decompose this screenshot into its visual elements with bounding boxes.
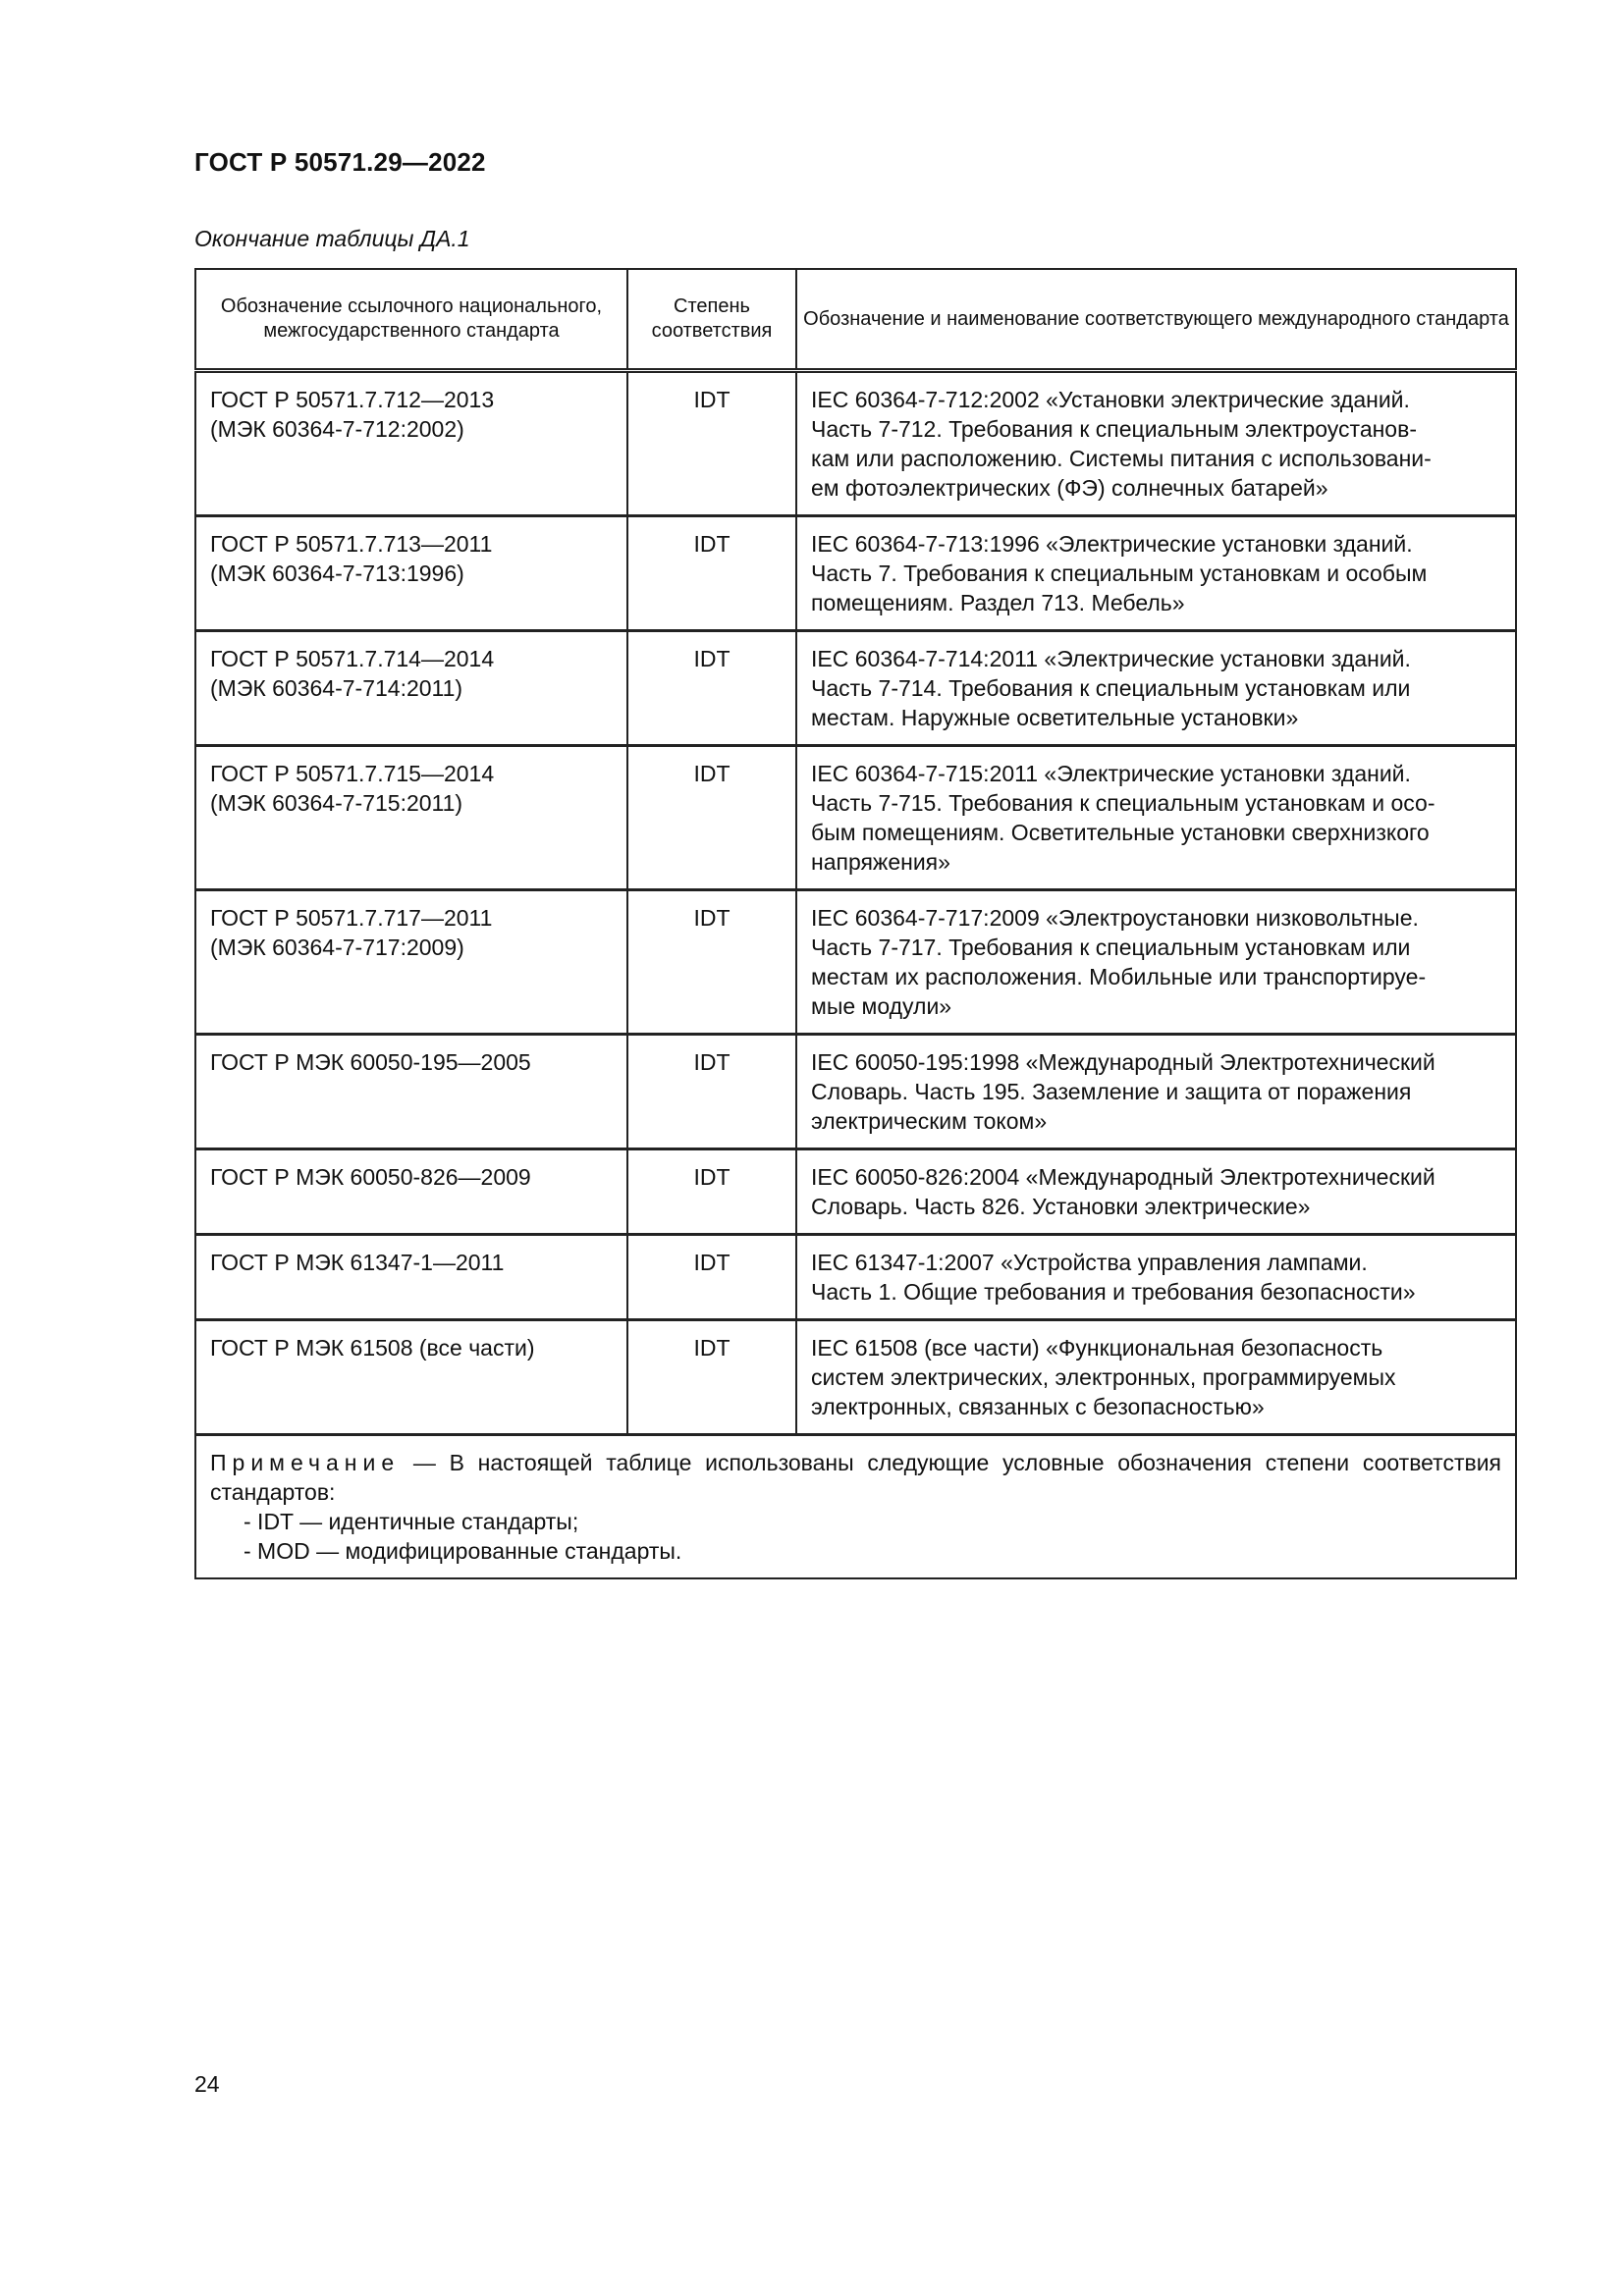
reference-table — [194, 268, 1517, 1579]
table-row — [195, 516, 1516, 631]
column-header-degree: Степень соответствия — [627, 269, 796, 371]
international-standard-line: Часть 7-715. Требования к специальным установкам и осо- — [811, 790, 1435, 816]
national-standard-line: (МЭК 60364-7-713:1996) — [210, 561, 464, 586]
international-standard-line: электронных, связанных с безопасностью» — [811, 1394, 1265, 1419]
international-standard-line: IEC 60050-826:2004 «Международный Электротехнический — [811, 1164, 1435, 1190]
degree-cell: IDT — [627, 890, 796, 1035]
table-row — [195, 1320, 1516, 1435]
international-standard-line: мые модули» — [811, 993, 952, 1019]
document-code: ГОСТ Р 50571.29—2022 — [194, 147, 486, 177]
international-standard-line: электрическим током» — [811, 1108, 1048, 1134]
note-text: — В настоящей таблице использованы следующие условные обозначения степени соответствия стандартов: — [210, 1450, 1502, 1505]
national-standard-line: ГОСТ Р 50571.7.713—2011 — [210, 531, 493, 557]
international-standard-line: кам или расположению. Системы питания с использовани- — [811, 446, 1432, 471]
international-standard-line: Часть 7-712. Требования к специальным электроустанов- — [811, 416, 1417, 442]
table-note — [195, 1435, 1516, 1579]
international-standard-line: ем фотоэлектрических (ФЭ) солнечных батарей» — [811, 475, 1328, 501]
degree-cell: IDT — [627, 1035, 796, 1149]
national-standard-line: ГОСТ Р МЭК 60050-195—2005 — [210, 1049, 531, 1075]
table-body — [195, 371, 1516, 1579]
national-standard-cell — [195, 516, 627, 631]
table-row — [195, 631, 1516, 746]
national-standard-line: (МЭК 60364-7-715:2011) — [210, 790, 463, 816]
national-standard-cell — [195, 890, 627, 1035]
international-standard-cell — [796, 516, 1516, 631]
table-row — [195, 1235, 1516, 1320]
international-standard-cell — [796, 1035, 1516, 1149]
degree-cell: IDT — [627, 631, 796, 746]
degree-cell: IDT — [627, 746, 796, 890]
table-row — [195, 1149, 1516, 1235]
note-lead — [210, 1448, 1501, 1507]
column-header-national: Обозначение ссылочного национального, межгосударственного стандарта — [195, 269, 627, 371]
international-standard-line: местам их расположения. Мобильные или транспортируе- — [811, 964, 1427, 989]
note-label: Примечание — [210, 1450, 401, 1475]
national-standard-cell — [195, 1149, 627, 1235]
note-item: - MOD — модифицированные стандарты. — [244, 1538, 682, 1564]
national-standard-line: ГОСТ Р 50571.7.714—2014 — [210, 646, 495, 671]
international-standard-line: Часть 7-714. Требования к специальным установкам или — [811, 675, 1411, 701]
degree-cell: IDT — [627, 1320, 796, 1435]
national-standard-line: ГОСТ Р МЭК 61508 (все части) — [210, 1335, 535, 1361]
international-standard-line: IEC 60364-7-714:2011 «Электрические установки зданий. — [811, 646, 1411, 671]
international-standard-line: Часть 7-717. Требования к специальным установкам или — [811, 934, 1411, 960]
table-row — [195, 371, 1516, 516]
table-row — [195, 746, 1516, 890]
international-standard-line: напряжения» — [811, 849, 950, 875]
table-row — [195, 1035, 1516, 1149]
international-standard-line: Часть 7. Требования к специальным установкам и особым — [811, 561, 1428, 586]
table-caption: Окончание таблицы ДА.1 — [194, 226, 470, 251]
international-standard-line: бым помещениям. Осветительные установки сверхнизкого — [811, 820, 1430, 845]
international-standard-cell — [796, 890, 1516, 1035]
national-standard-line: (МЭК 60364-7-717:2009) — [210, 934, 464, 960]
international-standard-line: IEC 61347-1:2007 «Устройства управления лампами. — [811, 1250, 1368, 1275]
table-header-row — [195, 269, 1516, 371]
international-standard-line: местам. Наружные осветительные установки» — [811, 705, 1299, 730]
international-standard-line: IEC 60050-195:1998 «Международный Электротехнический — [811, 1049, 1435, 1075]
international-standard-line: IEC 60364-7-717:2009 «Электроустановки низковольтные. — [811, 905, 1419, 931]
international-standard-line: IEC 60364-7-712:2002 «Установки электрические зданий. — [811, 387, 1410, 412]
column-header-international: Обозначение и наименование соответствующего международного стандарта — [796, 269, 1516, 371]
international-standard-cell — [796, 1235, 1516, 1320]
national-standard-line: ГОСТ Р МЭК 60050-826—2009 — [210, 1164, 531, 1190]
international-standard-cell — [796, 631, 1516, 746]
national-standard-cell — [195, 1035, 627, 1149]
degree-cell: IDT — [627, 371, 796, 516]
national-standard-cell — [195, 746, 627, 890]
national-standard-line: (МЭК 60364-7-712:2002) — [210, 416, 464, 442]
international-standard-cell — [796, 1149, 1516, 1235]
note-item: - IDT — идентичные стандарты; — [244, 1509, 579, 1534]
international-standard-line: IEC 60364-7-715:2011 «Электрические установки зданий. — [811, 761, 1411, 786]
degree-cell: IDT — [627, 1235, 796, 1320]
international-standard-line: Словарь. Часть 826. Установки электрические» — [811, 1194, 1311, 1219]
national-standard-line: ГОСТ Р 50571.7.712—2013 — [210, 387, 495, 412]
degree-cell: IDT — [627, 1149, 796, 1235]
international-standard-line: Часть 1. Общие требования и требования безопасности» — [811, 1279, 1416, 1305]
degree-cell: IDT — [627, 516, 796, 631]
note-row — [195, 1435, 1516, 1579]
national-standard-cell — [195, 1235, 627, 1320]
table-row — [195, 890, 1516, 1035]
international-standard-line: Словарь. Часть 195. Заземление и защита от поражения — [811, 1079, 1412, 1104]
international-standard-line: IEC 61508 (все части) «Функциональная безопасность — [811, 1335, 1383, 1361]
national-standard-line: ГОСТ Р МЭК 61347-1—2011 — [210, 1250, 505, 1275]
national-standard-cell — [195, 631, 627, 746]
international-standard-line: помещениям. Раздел 713. Мебель» — [811, 590, 1185, 615]
international-standard-line: систем электрических, электронных, программируемых — [811, 1364, 1396, 1390]
international-standard-line: IEC 60364-7-713:1996 «Электрические установки зданий. — [811, 531, 1413, 557]
page-number: 24 — [194, 2071, 220, 2097]
international-standard-cell — [796, 746, 1516, 890]
national-standard-line: (МЭК 60364-7-714:2011) — [210, 675, 463, 701]
international-standard-cell — [796, 1320, 1516, 1435]
national-standard-line: ГОСТ Р 50571.7.715—2014 — [210, 761, 495, 786]
national-standard-cell — [195, 371, 627, 516]
national-standard-cell — [195, 1320, 627, 1435]
national-standard-line: ГОСТ Р 50571.7.717—2011 — [210, 905, 493, 931]
international-standard-cell — [796, 371, 1516, 516]
